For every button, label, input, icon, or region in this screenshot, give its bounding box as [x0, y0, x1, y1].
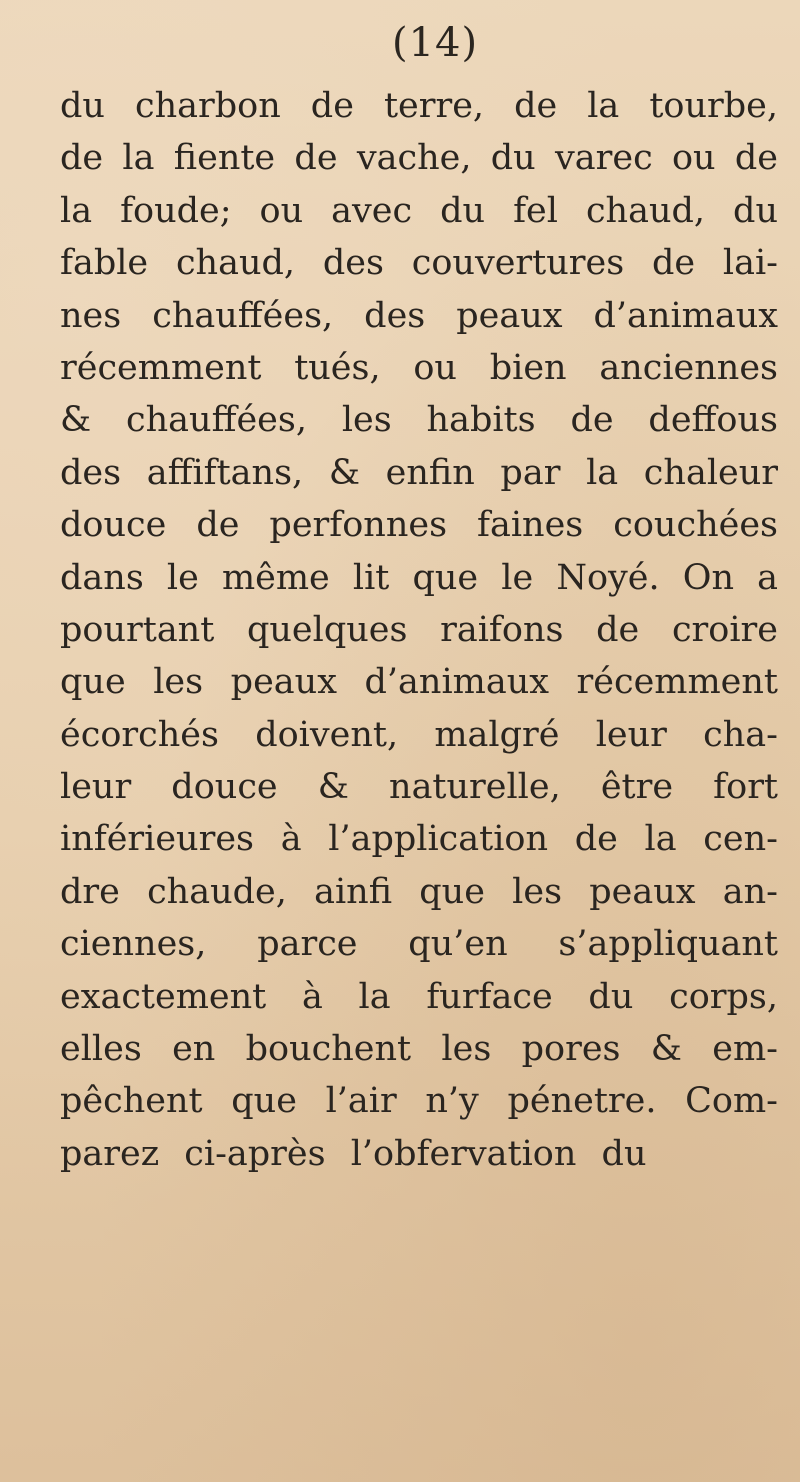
text-line: nes chauffées, des peaux d’animaux — [60, 295, 778, 336]
text-line: leur douce & naturelle, être fort — [60, 767, 778, 808]
text-line: douce de perfonnes faines couchées — [60, 505, 778, 546]
text-line: dans le même lit que le Noyé. On a — [60, 557, 778, 598]
text-line: ciennes, parce qu’en s’appliquant — [60, 924, 778, 965]
body-text — [60, 80, 778, 1180]
text-line: que les peaux d’animaux récemment — [60, 662, 778, 703]
text-line: du charbon de terre, de la tourbe, — [60, 86, 778, 126]
text-line: pourtant quelques raifons de croire — [60, 609, 778, 650]
text-line: de la fiente de vache, du varec ou de — [60, 138, 778, 179]
text-line: elles en bouchent les pores & em- — [60, 1029, 778, 1070]
text-line: écorchés doivent, malgré leur cha- — [60, 714, 778, 755]
text-line: parez ci-après l’obfervation du — [60, 1133, 647, 1174]
text-line: pêchent que l’air n’y pénetre. Com- — [60, 1081, 778, 1122]
text-line: inférieures à l’application de la cen- — [60, 819, 778, 860]
text-line: des affiftans, & enfin par la chaleur — [60, 452, 778, 493]
text-line: dre chaude, ainfi que les peaux an- — [60, 871, 778, 912]
text-line: récemment tués, ou bien anciennes — [60, 347, 778, 388]
page-number: (14) — [392, 20, 479, 66]
text-line: & chauffées, les habits de deffous — [60, 400, 778, 441]
text-line: exactement à la furface du corps, — [60, 976, 778, 1017]
text-line: la foude; ou avec du fel chaud, du — [60, 190, 778, 231]
text-line: fable chaud, des couvertures de lai- — [60, 243, 778, 284]
